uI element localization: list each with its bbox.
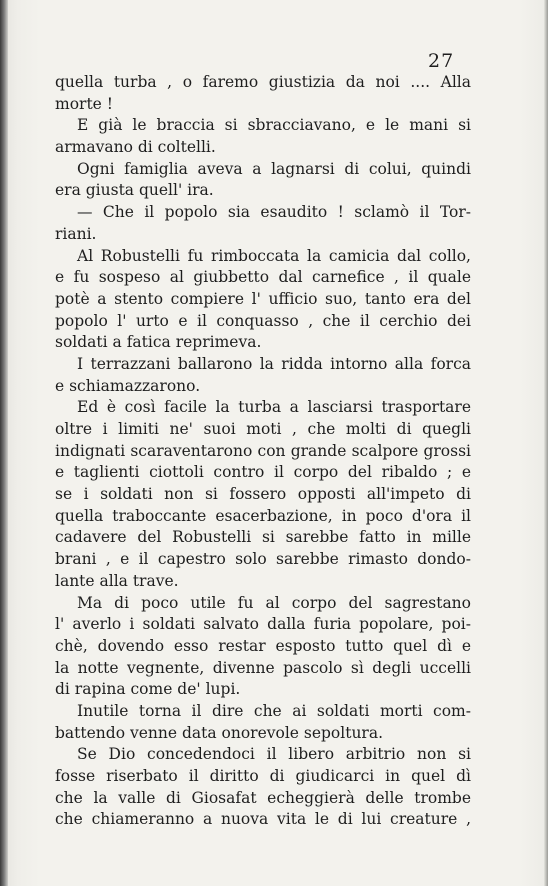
text-line: chè, dovendo esso restar esposto tutto quel dì e bbox=[55, 636, 471, 655]
text-line: I terrazzani ballarono la ridda intorno alla forca bbox=[77, 354, 471, 373]
text-line: Ma di poco utile fu al corpo del sagrestano bbox=[77, 593, 471, 612]
text-line: lante alla trave. bbox=[55, 571, 179, 590]
text-line: popolo l' urto e il conquasso , che il cerchio dei bbox=[55, 311, 471, 330]
text-line: era giusta quell' ira. bbox=[55, 181, 214, 200]
text-line: battendo venne data onorevole sepoltura. bbox=[55, 723, 384, 742]
text-line: riani. bbox=[55, 224, 97, 243]
text-line: l' averlo i soldati salvato dalla furia popolare, poi- bbox=[55, 615, 471, 634]
text-line: Ed è così facile la turba a lasciarsi trasportare bbox=[77, 398, 471, 417]
text-line: se i soldati non si fossero opposti all'impeto di bbox=[55, 485, 471, 504]
text-line: di rapina come de' lupi. bbox=[55, 680, 241, 699]
text-line: che chiameranno a nuova vita le di lui creature , bbox=[55, 810, 471, 829]
text-line: Se Dio concedendoci il libero arbitrio non si bbox=[77, 745, 471, 764]
text-line: che la valle di Giosafat echeggierà delle trombe bbox=[55, 788, 471, 807]
text-line: — Che il popolo sia esaudito ! sclamò il Tor- bbox=[77, 203, 471, 222]
page-binding-shadow bbox=[0, 0, 8, 886]
text-line: Inutile torna il dire che ai soldati morti com- bbox=[77, 701, 471, 720]
text-line: Ogni famiglia aveva a lagnarsi di colui, quindi bbox=[77, 159, 471, 178]
text-line: armavano di coltelli. bbox=[55, 138, 216, 157]
text-line: la notte vegnente, divenne pascolo sì degli uccelli bbox=[55, 658, 471, 677]
page-right-edge bbox=[544, 0, 548, 886]
page-number: 27 bbox=[428, 50, 455, 72]
text-line: potè a stento compiere l' ufficio suo, tanto era del bbox=[55, 289, 471, 308]
text-line: soldati a fatica reprimeva. bbox=[55, 333, 262, 352]
text-line: oltre i limiti ne' suoi moti , che molti di quegli bbox=[55, 420, 471, 438]
text-line: fosse riserbato il diritto di giudicarci in quel dì bbox=[55, 767, 471, 785]
body-text bbox=[55, 72, 471, 831]
text-line: quella turba , o faremo giustizia da noi .... Alla bbox=[55, 73, 471, 91]
text-line: morte ! bbox=[55, 94, 113, 113]
text-line: quella traboccante esacerbazione, in poco d'ora il bbox=[55, 506, 471, 525]
text-line: e schiamazzarono. bbox=[55, 376, 201, 395]
text-line: cadavere del Robustelli si sarebbe fatto in mille bbox=[55, 528, 471, 547]
text-line: Al Robustelli fu rimboccata la camicia dal collo, bbox=[77, 246, 471, 265]
text-line: e fu sospeso al giubbetto dal carnefice , il quale bbox=[55, 268, 471, 287]
text-line: indignati scaraventarono con grande scalpore grossi bbox=[55, 441, 471, 460]
text-line: E già le braccia si sbracciavano, e le mani si bbox=[77, 116, 471, 135]
text-line: brani , e il capestro solo sarebbe rimasto dondo- bbox=[55, 550, 471, 569]
text-line: e taglienti ciottoli contro il corpo del ribaldo ; e bbox=[55, 463, 471, 482]
